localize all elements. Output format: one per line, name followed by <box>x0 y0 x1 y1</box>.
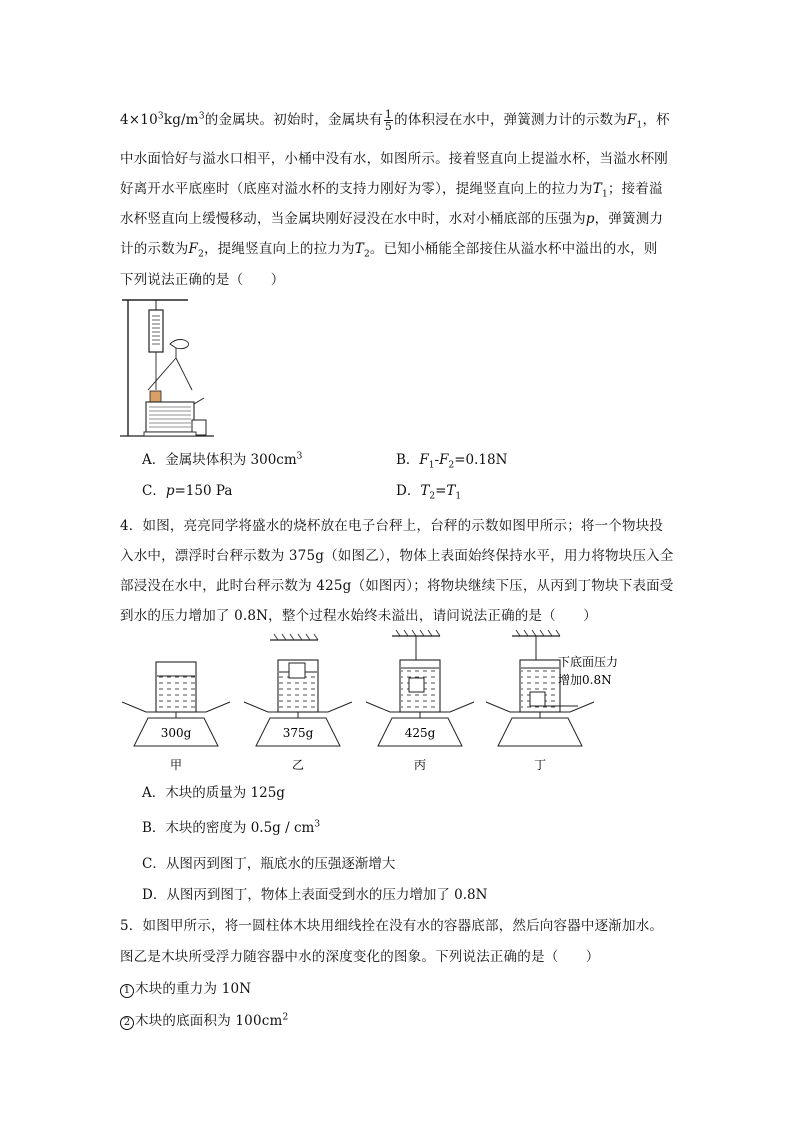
scale-caption-yi: 乙 <box>291 758 305 772</box>
q5-item-1: 1 木块的重力为 10N <box>120 977 251 998</box>
q3-line-6: 下列说法正确的是（ ） <box>120 272 285 288</box>
scale-reading-yi: 375g <box>282 726 314 740</box>
q5-line-2: 图乙是木块所受浮力随容器中水的深度变化的图象。下列说法正确的是（ ） <box>120 949 600 965</box>
annotation-line-1: 下底面压力 <box>558 655 619 669</box>
q3-line-4: 水杯竖直向上缓慢移动，当金属块刚好浸没在水中时，水对小桶底部的压强为p，弹簧测力 <box>120 211 664 227</box>
q4-line-4: 到水的压力增加了 0.8N，整个过程水始终未溢出，请问说法正确的是（ ） <box>120 608 597 624</box>
scale-caption-ding: 丁 <box>533 758 547 772</box>
scale-ding <box>486 630 594 746</box>
annotation-line-2: 增加0.8N <box>558 673 612 687</box>
q4-line-3: 部浸没在水中，此时台秤示数为 425g（如图丙）；将物块继续下压，从丙到丁物块下表面受 <box>120 578 674 594</box>
q3-option-b[interactable]: B．$F_1-F_2=0.18N$ <box>396 452 508 471</box>
q4-line-1: 4．如图，亮亮同学将盛水的烧杯放在电子台秤上，台秤的示数如图甲所示；将一个物块投 <box>120 518 664 534</box>
q3-figure <box>118 294 218 438</box>
q5-item-2: 2 木块的底面积为 $100cm^2$ <box>120 1009 288 1030</box>
q3-option-a[interactable]: A．金属块体积为 $300cm^3$ <box>142 451 303 468</box>
q4-option-a[interactable]: A．木块的质量为 125g <box>142 785 285 801</box>
q3-option-c[interactable]: C．p=150 Pa <box>142 483 233 499</box>
scale-caption-bing: 丙 <box>413 758 427 772</box>
circled-number-2: 2 <box>120 1016 134 1030</box>
q4-option-b[interactable]: B．木块的密度为 $0.5g / cm^3$ <box>142 819 321 836</box>
q3-line-2: 中水面恰好与溢水口相平，小桶中没有水，如图所示。接着竖直向上提溢水杯，当溢水杯刚 <box>120 151 668 167</box>
q3-line-5: 计的示数为$F_2$，提绳竖直向上的拉力为$T_2$。已知小桶能全部接住从溢水杯中溢出的水，则 <box>120 241 658 260</box>
q3-line-1: $4\times 10^3kg/m^3$的金属块。初始时，金属块有 $\frac{1}{5}$ 的体积浸在水中，弹簧测力计的示数为$F_1$，杯 <box>120 108 670 133</box>
q4-line-2: 入水中，漂浮时台秤示数为 375g（如图乙），物体上表面始终保持水平，用力将物块压入全 <box>120 548 674 564</box>
scale-reading-bing: 425g <box>404 726 436 740</box>
fraction: $\frac{1}{5}$ <box>384 108 393 133</box>
q3-option-d[interactable]: D．$T_2=T_1$ <box>396 483 462 502</box>
q3-line-3: 好离开水平底座时（底座对溢水杯的支持力刚好为零），提绳竖直向上的拉力为$T_1$；接着溢 <box>120 181 663 200</box>
scale-caption-jia: 甲 <box>169 758 183 772</box>
circled-number-1: 1 <box>120 984 134 998</box>
q4-option-d[interactable]: D．从图丙到图丁，物体上表面受到水的压力增加了 0.8N <box>142 887 488 903</box>
scale-reading-jia: 300g <box>160 726 192 740</box>
q4-option-c[interactable]: C．从图丙到图丁，瓶底水的压强逐渐增大 <box>142 856 396 872</box>
q4-figure <box>118 626 678 774</box>
q5-line-1: 5．如图甲所示，将一圆柱体木块用细线拴在没有水的容器底部，然后向容器中逐渐加水。 <box>120 918 664 934</box>
